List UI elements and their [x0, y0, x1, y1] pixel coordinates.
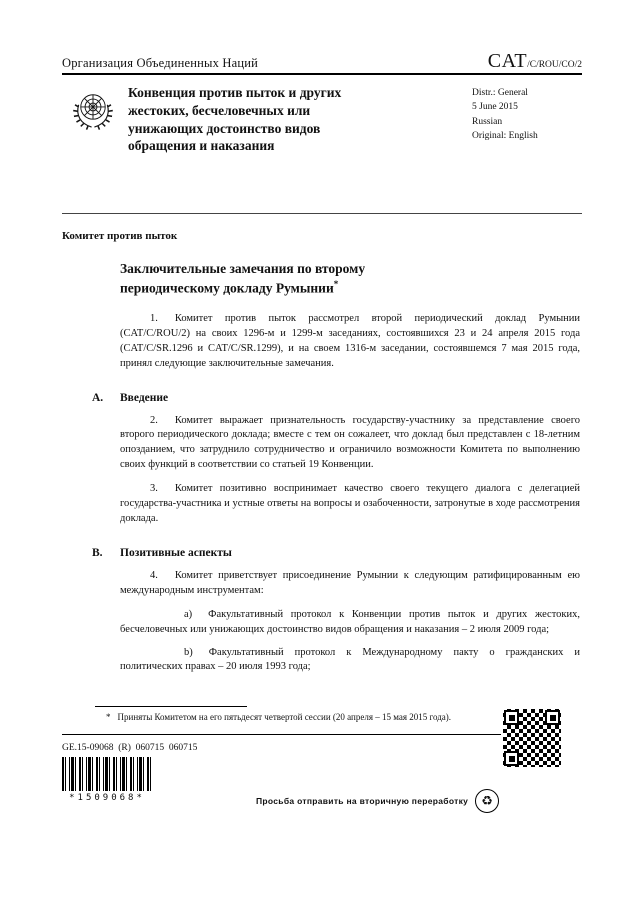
list-item-label: b): [184, 646, 193, 658]
section-letter: B.: [92, 546, 103, 559]
doc-symbol-small: /C/ROU/CO/2: [527, 60, 582, 70]
main-content: [92, 260, 580, 683]
footnote-marker: *: [106, 712, 111, 722]
date-line: 5 June 2015: [472, 102, 518, 113]
barcode-text: *1509068*: [69, 793, 145, 803]
header-rule: [62, 73, 582, 75]
footnote-rule: [95, 706, 247, 707]
list-item-text: Факультативный протокол к Конвенции против пыток и других жестоких, бесчеловечных или унижающих достоинство видов обращения и наказания – 2 июля 2009 года;: [120, 608, 580, 635]
distr-line: Distr.: General: [472, 88, 528, 98]
barcode-block: [62, 757, 152, 803]
qr-finder-pattern: [545, 710, 560, 725]
paragraph-number: 1.: [150, 312, 158, 324]
footer-rule: [62, 734, 515, 735]
paragraph-number: 4.: [150, 569, 158, 581]
title-footnote-marker: *: [333, 279, 339, 290]
section-title: Введение: [120, 391, 169, 404]
paragraph-text: Комитет выражает признательность государству-участнику за представление своего второго периодического доклада; вместе с тем он сожалеет, что доклад был представлен с 18-летним опозданием, что затруднило сотрудничество и ограничило возможности Комитета по выполнению своих функций в соответствии со статьей 19 Конвенции.: [120, 414, 580, 471]
original-language-line: Original: English: [472, 130, 538, 141]
paragraph-text: Комитет приветствует присоединение Румынии к следующим ратифицированным ею международным инструментам:: [120, 569, 580, 596]
org-name: Организация Объединенных Наций: [62, 56, 259, 70]
committee-name: Комитет против пыток: [62, 230, 178, 242]
section-title: Позитивные аспекты: [120, 546, 232, 559]
document-title-text: Заключительные замечания по второму периодическому докладу Румынии: [120, 261, 366, 296]
paragraph-text: Комитет позитивно воспринимает качество своего текущего диалога с делегацией государства-участника и устные ответы на вопросы и озабоченности, затронутые в ходе рассмотрения доклада.: [120, 483, 580, 524]
un-emblem-icon: [70, 86, 116, 138]
paragraph-2: [120, 414, 580, 474]
list-item-text: Факультативный протокол к Международному пакту о гражданских и политических правах – 20 июля 1993 года;: [120, 646, 580, 673]
paragraph-text: Комитет против пыток рассмотрел второй периодический доклад Румынии (CAT/C/ROU/2) на своих 1296-м и 1299-м заседаниях, состоявшихся 23 и 24 апреля 2015 года (CAT/C/SR.1296 и CAT/C/SR.1299), и на своем 1316-м заседании, состоявшемся 7 мая 2015 года, принял следующие заключительные замечания.: [120, 312, 580, 369]
qr-code-icon: [503, 709, 561, 767]
qr-finder-pattern: [504, 710, 519, 725]
paragraph-4: [120, 569, 580, 599]
barcode-icon: [62, 757, 152, 791]
document-title: [120, 260, 420, 298]
distribution-block: [472, 84, 582, 155]
recycle-text: Просьба отправить на вторичную переработку: [256, 796, 469, 806]
section-heading-b: [92, 546, 580, 559]
paragraph-number: 2.: [150, 414, 158, 426]
recycle-notice: [256, 789, 499, 813]
convention-title: Конвенция против пыток и других жестоких, бесчеловечных или унижающих достоинство видов обращения и наказания: [128, 85, 342, 154]
doc-symbol-big: CAT: [487, 50, 528, 72]
section-letter: A.: [92, 391, 104, 404]
qr-finder-pattern: [504, 751, 519, 766]
masthead-rule: [62, 213, 582, 214]
footnote-text: Приняты Комитетом на его пятьдесят четвертой сессии (20 апреля – 15 мая 2015 года).: [117, 712, 452, 722]
recycle-icon: ♻: [475, 789, 499, 813]
paragraph-1: [120, 312, 580, 372]
paragraph-number: 3.: [150, 483, 158, 495]
top-header: [62, 50, 582, 73]
language-line: Russian: [472, 116, 503, 127]
masthead: [70, 84, 582, 155]
doc-symbol: [488, 50, 582, 73]
footnote: [106, 712, 536, 722]
list-item-label: a): [184, 608, 193, 620]
list-item-b: [120, 646, 580, 676]
list-item-a: [120, 608, 580, 638]
ge-document-number: GE.15-09068 (R) 060715 060715: [62, 743, 198, 753]
section-heading-a: [92, 391, 580, 404]
paragraph-3: [120, 482, 580, 527]
